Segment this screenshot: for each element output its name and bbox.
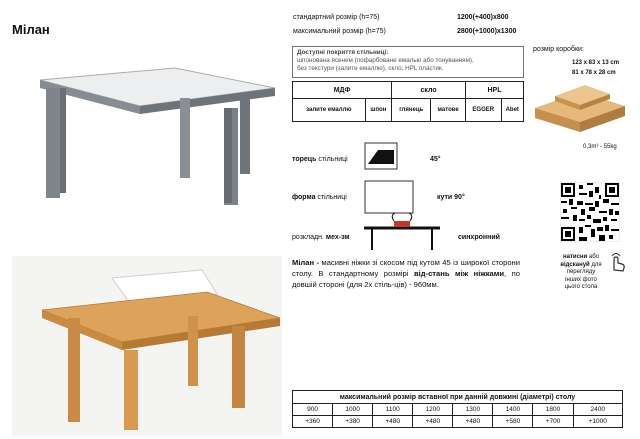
max-size-label: максимальний розмір (h=75) <box>293 28 386 35</box>
length-cell: 1000 <box>333 404 373 416</box>
material-mdf: МДФ <box>293 82 392 99</box>
insert-cell: +480 <box>373 416 413 428</box>
insert-cell: +380 <box>333 416 373 428</box>
length-cell: 1200 <box>413 404 453 416</box>
material-sub: глянець <box>392 99 431 122</box>
length-cell: 1100 <box>373 404 413 416</box>
shape-value: кути 90° <box>437 194 465 201</box>
insert-cell: +360 <box>293 416 333 428</box>
extension-table <box>292 390 623 428</box>
max-size-value: 2800(+1000)x1300 <box>457 28 517 35</box>
grey-table-image <box>30 30 280 205</box>
box-size-1: 123 x 83 x 13 cm <box>572 60 620 66</box>
shape-diagram <box>364 180 414 214</box>
length-cell: 1300 <box>453 404 493 416</box>
mechanism-diagram <box>362 212 442 252</box>
insert-cell: +480 <box>453 416 493 428</box>
edge-diagram <box>364 142 398 170</box>
length-cell: 1800 <box>533 404 573 416</box>
material-glass: скло <box>392 82 466 99</box>
length-cell: 900 <box>293 404 333 416</box>
standard-size-value: 1200(+400)x800 <box>457 14 509 21</box>
page-title: Мілан <box>12 22 50 37</box>
material-sub: Abet <box>501 99 524 122</box>
material-sub: залите емаллю <box>293 99 366 122</box>
edge-label: торець стільниці <box>292 156 348 163</box>
insert-cell: +700 <box>533 416 573 428</box>
covers-line1: шпонована ясенем (пофарбоване емалью або тонуванням), <box>297 57 474 64</box>
box-size-label: розмір коробки: <box>533 46 584 53</box>
length-cell: 2400 <box>573 404 622 416</box>
extension-caption: максимальний розмір вставної при данній довжині (діаметрі) столу <box>293 391 623 404</box>
insert-cell: +1000 <box>573 416 622 428</box>
box-image <box>530 80 630 135</box>
qr-code[interactable] <box>560 182 620 242</box>
covers-box <box>292 46 524 78</box>
mechanism-value: синхронний <box>458 234 500 241</box>
insert-cell: +480 <box>413 416 453 428</box>
box-volume: 0,3m³ - 55kg <box>583 144 617 150</box>
material-hpl: HPL <box>466 82 524 99</box>
covers-heading: Доступні покриття стільниці: <box>297 49 389 56</box>
shape-label: форма стільниці <box>292 194 347 201</box>
material-sub: EGGER <box>466 99 502 122</box>
edge-value: 45° <box>430 156 441 163</box>
box-size-2: 81 x 78 x 28 cm <box>572 70 616 76</box>
mechanism-label: розкладн. мех-зм <box>292 234 350 241</box>
standard-size-label: стандартний розмір (h=75) <box>293 14 380 21</box>
oak-table-image <box>12 256 282 436</box>
tap-hand-icon <box>606 250 628 272</box>
materials-table <box>292 81 524 122</box>
qr-hint: натисни або відскануй для перегляду інших фото цього стола <box>560 254 602 290</box>
covers-line2: без текстури (залите емаллю), скло, HPL пластик. <box>297 65 444 72</box>
material-sub: шпон <box>365 99 392 122</box>
insert-cell: +580 <box>493 416 533 428</box>
length-cell: 1400 <box>493 404 533 416</box>
description: Мілан - масивні ніжки зі скосом під кутом 45 із широкої сторони столу. В стандартному розмірі від-стань між ніжками, по довшій стороні (для 2х стіль-ців) - 960мм. <box>292 258 520 289</box>
material-sub: матове <box>431 99 466 122</box>
